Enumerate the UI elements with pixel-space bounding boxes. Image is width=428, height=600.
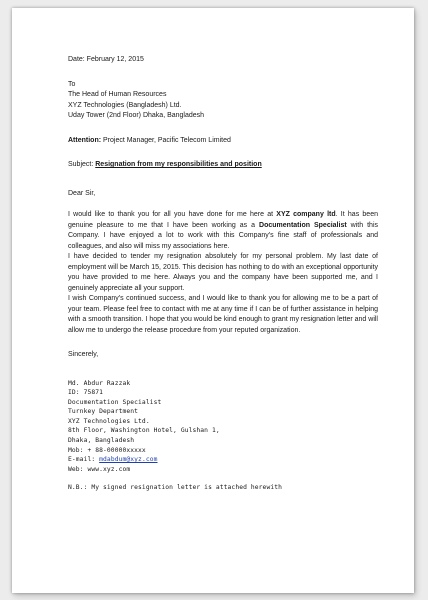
- email-label: E-mail:: [68, 456, 100, 464]
- signature-web: Web: www.xyz.com: [68, 465, 131, 473]
- body-paragraph-1: [68, 210, 378, 252]
- attention-label: Attention:: [68, 136, 102, 144]
- company-name: XYZ company ltd: [276, 211, 336, 218]
- signature-mobile: Mob: + 88-00000xxxxx: [68, 446, 146, 454]
- signature-address-1: 8th Floor, Washington Hotel, Gulshan 1,: [68, 427, 220, 435]
- signature-block: [68, 379, 378, 494]
- signature-company: XYZ Technologies Ltd.: [68, 417, 150, 425]
- letter-content: [68, 55, 378, 493]
- subject-text: Resignation from my responsibilities and position: [95, 161, 262, 168]
- letter-date: Date: February 12, 2015: [68, 56, 144, 63]
- salutation: Dear Sir,: [68, 189, 96, 197]
- recipient-line: Uday Tower (2nd Floor) Dhaka, Bangladesh: [68, 112, 205, 119]
- subject-label: Subject:: [68, 161, 96, 168]
- recipient-line: XYZ Technologies (Bangladesh) Ltd.: [68, 101, 182, 109]
- signature-address-2: Dhaka, Bangladesh: [68, 437, 135, 445]
- signature-name: Md. Abdur Razzak: [68, 379, 131, 387]
- paragraph-text: I would like to thank you for all you have done for me here at: [68, 211, 277, 218]
- recipient-line: The Head of Human Resources: [68, 91, 167, 98]
- signature-title: Documentation Specialist: [68, 398, 162, 406]
- signature-id: ID: 75871: [68, 389, 104, 397]
- paragraph-text: with this Company. I have enjoyed a lot to work with this Company's fine staff of professionals and colleagues, and also will miss my associations here.: [68, 221, 379, 250]
- email-link[interactable]: mdabdum@xyz.com: [99, 456, 158, 464]
- paragraph-text: . It has been genuine pleasure to me that I have been working as a: [68, 211, 378, 229]
- recipient-block: [68, 80, 378, 122]
- signature-email-line: [68, 455, 378, 465]
- subject-line: [68, 160, 378, 171]
- attention-line: [68, 136, 378, 147]
- signature-department: Turnkey Department: [68, 408, 139, 416]
- closing: Sincerely,: [68, 351, 99, 358]
- role-name: Documentation Specialist: [259, 221, 347, 229]
- body-paragraph-2: I have decided to tender my resignation absolutely for my personal problem. My last date of employment will be March 15, 2015. This decision has nothing to do with an exceptional opportunity you have provided to me here. Always you and the company have been supported me, and I genuinely appreciate all your support.: [68, 253, 378, 292]
- letter-page: [12, 8, 414, 593]
- note-line: N.B.: My signed resignation letter is attached herewith: [68, 484, 283, 492]
- attention-text: Project Manager, Pacific Telecom Limited: [101, 136, 231, 144]
- recipient-to-label: To: [68, 80, 76, 88]
- body-paragraph-3: I wish Company's continued success, and I would like to thank you for allowing me to be a part of your team. Please feel free to contact with me at any time if I can be of further assistance in helping with a smooth transition. I hope that you would be kind enough to grant my resignation letter and will allow me to undergo the release procedure from your reputed organization.: [68, 295, 378, 334]
